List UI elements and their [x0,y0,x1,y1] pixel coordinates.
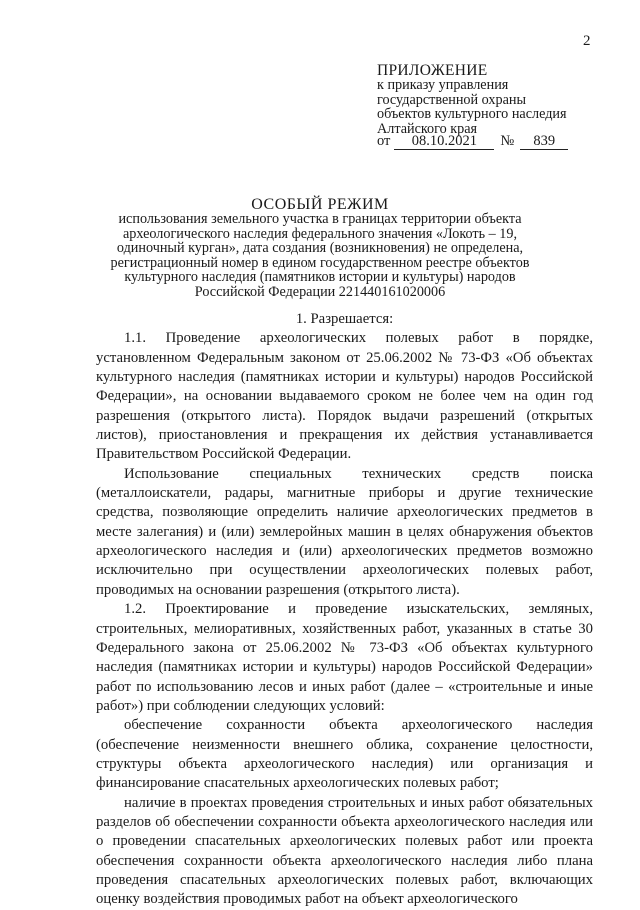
appendix-heading: ПРИЛОЖЕНИЕ [377,62,488,79]
appendix-line: Алтайского края [377,120,478,137]
document-title: ОСОБЫЙ РЕЖИМ [251,196,389,213]
document-body [96,310,593,910]
paragraph: 1.1. Проведение археологических полевых работ в порядке, установленном Федеральным законом от 25.06.2002 № 73-ФЗ «Об объектах культурного наследия (памятниках истории и культуры) народов Российской Федерации», на основании выдаваемого сроком не более чем на один год разрешения (открытого листа). Порядок выдачи разрешений (открытых листов), приостановления и прекращения их действия устанавливается Правительством Российской Федерации. [96,330,593,463]
order-date: 08.10.2021 [394,134,494,150]
page-number: 2 [583,33,591,49]
paragraph: наличие в проектах проведения строительных и иных работ обязательных разделов об обеспечении сохранности объекта археологического наследия или о проведении спасательных археологических полевых работ или проекта обеспечения сохранности объекта археологического наследия либо плана проведения спасательных археологических полевых работ, включающих оценку воздействия проводимых работ на объект археологического [96,794,593,908]
document-subtitle: использования земельного участка в границах территории объекта археологического наследия федерального значения «Локоть – 19, одиночный курган», дата создания (возникновения) не определена, регистрационный номер в едином государственном реестре объектов культурного наследия (памятников истории и культуры) народов Российской Федерации 221440161020006 [110,211,530,300]
order-number-sign: № [500,133,515,149]
paragraph: обеспечение сохранности объекта археологического наследия (обеспечение неизменности внешнего облика, сохранение целостности, структуры объекта археологического наследия) или организация и финансирование спасательных археологических полевых работ; [96,717,593,792]
section-heading: 1. Разрешается: [295,311,394,327]
appendix-line: объектов культурного наследия [377,106,567,123]
appendix-line: государственной охраны [377,91,527,108]
order-from-label: от [377,133,391,149]
paragraph: Использование специальных технических средств поиска (металлоискатели, радары, магнитные приборы и другие технические средства, позволяющие определить наличие археологических предметов в месте залегания) и (или) землеройных машин в целях обнаружения объектов археологического наследия и (или) археологических предметов возможно исключительно при осуществлении археологических полевых работ, проводимых на основании разрешения (открытого листа). [96,465,593,598]
order-reference [377,133,568,150]
paragraph: 1.2. Проектирование и проведение изыскательских, земляных, строительных, мелиоративных, хозяйственных работ, указанных в статье 30 Федерального закона от 25.06.2002 № 73-ФЗ «Об объектах культурного наследия (памятниках истории и культуры) народов Российской Федерации» работ по использованию лесов и иных работ (далее – «строительные и иные работ») при соблюдении следующих условий: [96,601,593,714]
appendix-block [377,64,627,136]
appendix-line: к приказу управления [377,77,509,94]
order-number: 839 [520,134,568,150]
